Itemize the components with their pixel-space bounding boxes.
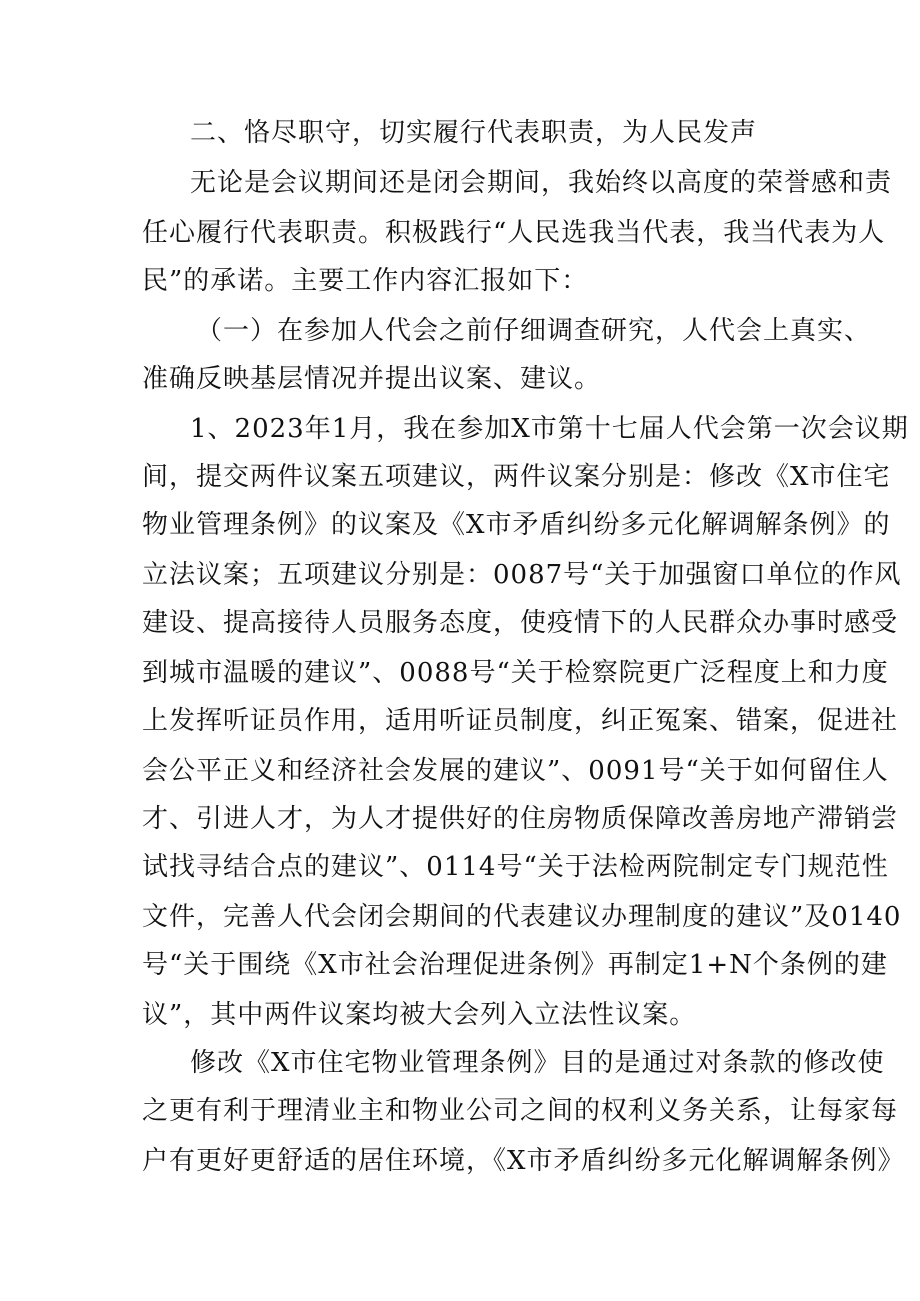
paragraph-line: 上发挥听证员作用，适用听证员制度，纠正冤案、错案，促进社 [142,706,899,736]
paragraph-line: 修改《X市住宅物业管理条例》目的是通过对条款的修改使 [190,1048,885,1078]
paragraph-line: 1、2023年1月，我在参加X市第十七届人代会第一次会议期 [190,414,909,444]
paragraph-line: 试找寻结合点的建议”、0114号“关于法检两院制定专门规范性 [142,852,889,882]
paragraph-line: 到城市温暖的建议”、0088号“关于检察院更广泛程度上和力度 [142,658,889,688]
paragraph-line: 号“关于围绕《X市社会治理促进条例》再制定1+N个条例的建 [142,950,888,980]
paragraph-line: 准确反映基层情况并提出议案、建议。 [142,364,602,394]
paragraph-line: 间，提交两件议案五项建议，两件议案分别是：修改《X市住宅 [142,462,891,492]
paragraph-line: 户有更好更舒适的居住环境，《X市矛盾纠纷多元化解调解条例》 [142,1146,905,1176]
paragraph-line: 议”，其中两件议案均被大会列入立法性议案。 [142,1000,697,1030]
paragraph-line: 民”的承诺。主要工作内容汇报如下： [142,266,589,296]
paragraph-line: 文件，完善人代会闭会期间的代表建议办理制度的建议”及0140 [142,902,902,932]
paragraph-line: 之更有利于理清业主和物业公司之间的权利义务关系，让每家每 [142,1096,899,1126]
paragraph-line: 立法议案；五项建议分别是：0087号“关于加强窗口单位的作风 [142,560,902,590]
subsection-heading: （一）在参加人代会之前仔细调查研究，人代会上真实、 [196,316,872,346]
paragraph-line: 无论是会议期间还是闭会期间，我始终以高度的荣誉感和责 [190,168,893,198]
paragraph-line: 任心履行代表职责。积极践行“人民选我当代表，我当代表为人 [142,218,886,248]
paragraph-line: 会公平正义和经济社会发展的建议”、0091号“关于如何留住人 [142,756,889,786]
paragraph-line: 物业管理条例》的议案及《X市矛盾纠纷多元化解调解条例》的 [142,510,891,540]
section-heading: 二、恪尽职守，切实履行代表职责，为人民发声 [190,118,758,148]
paragraph-line: 建设、提高接待人员服务态度，使疫情下的人民群众办事时感受 [142,608,899,638]
paragraph-line: 才、引进人才，为人才提供好的住房物质保障改善房地产滞销尝 [142,804,899,834]
